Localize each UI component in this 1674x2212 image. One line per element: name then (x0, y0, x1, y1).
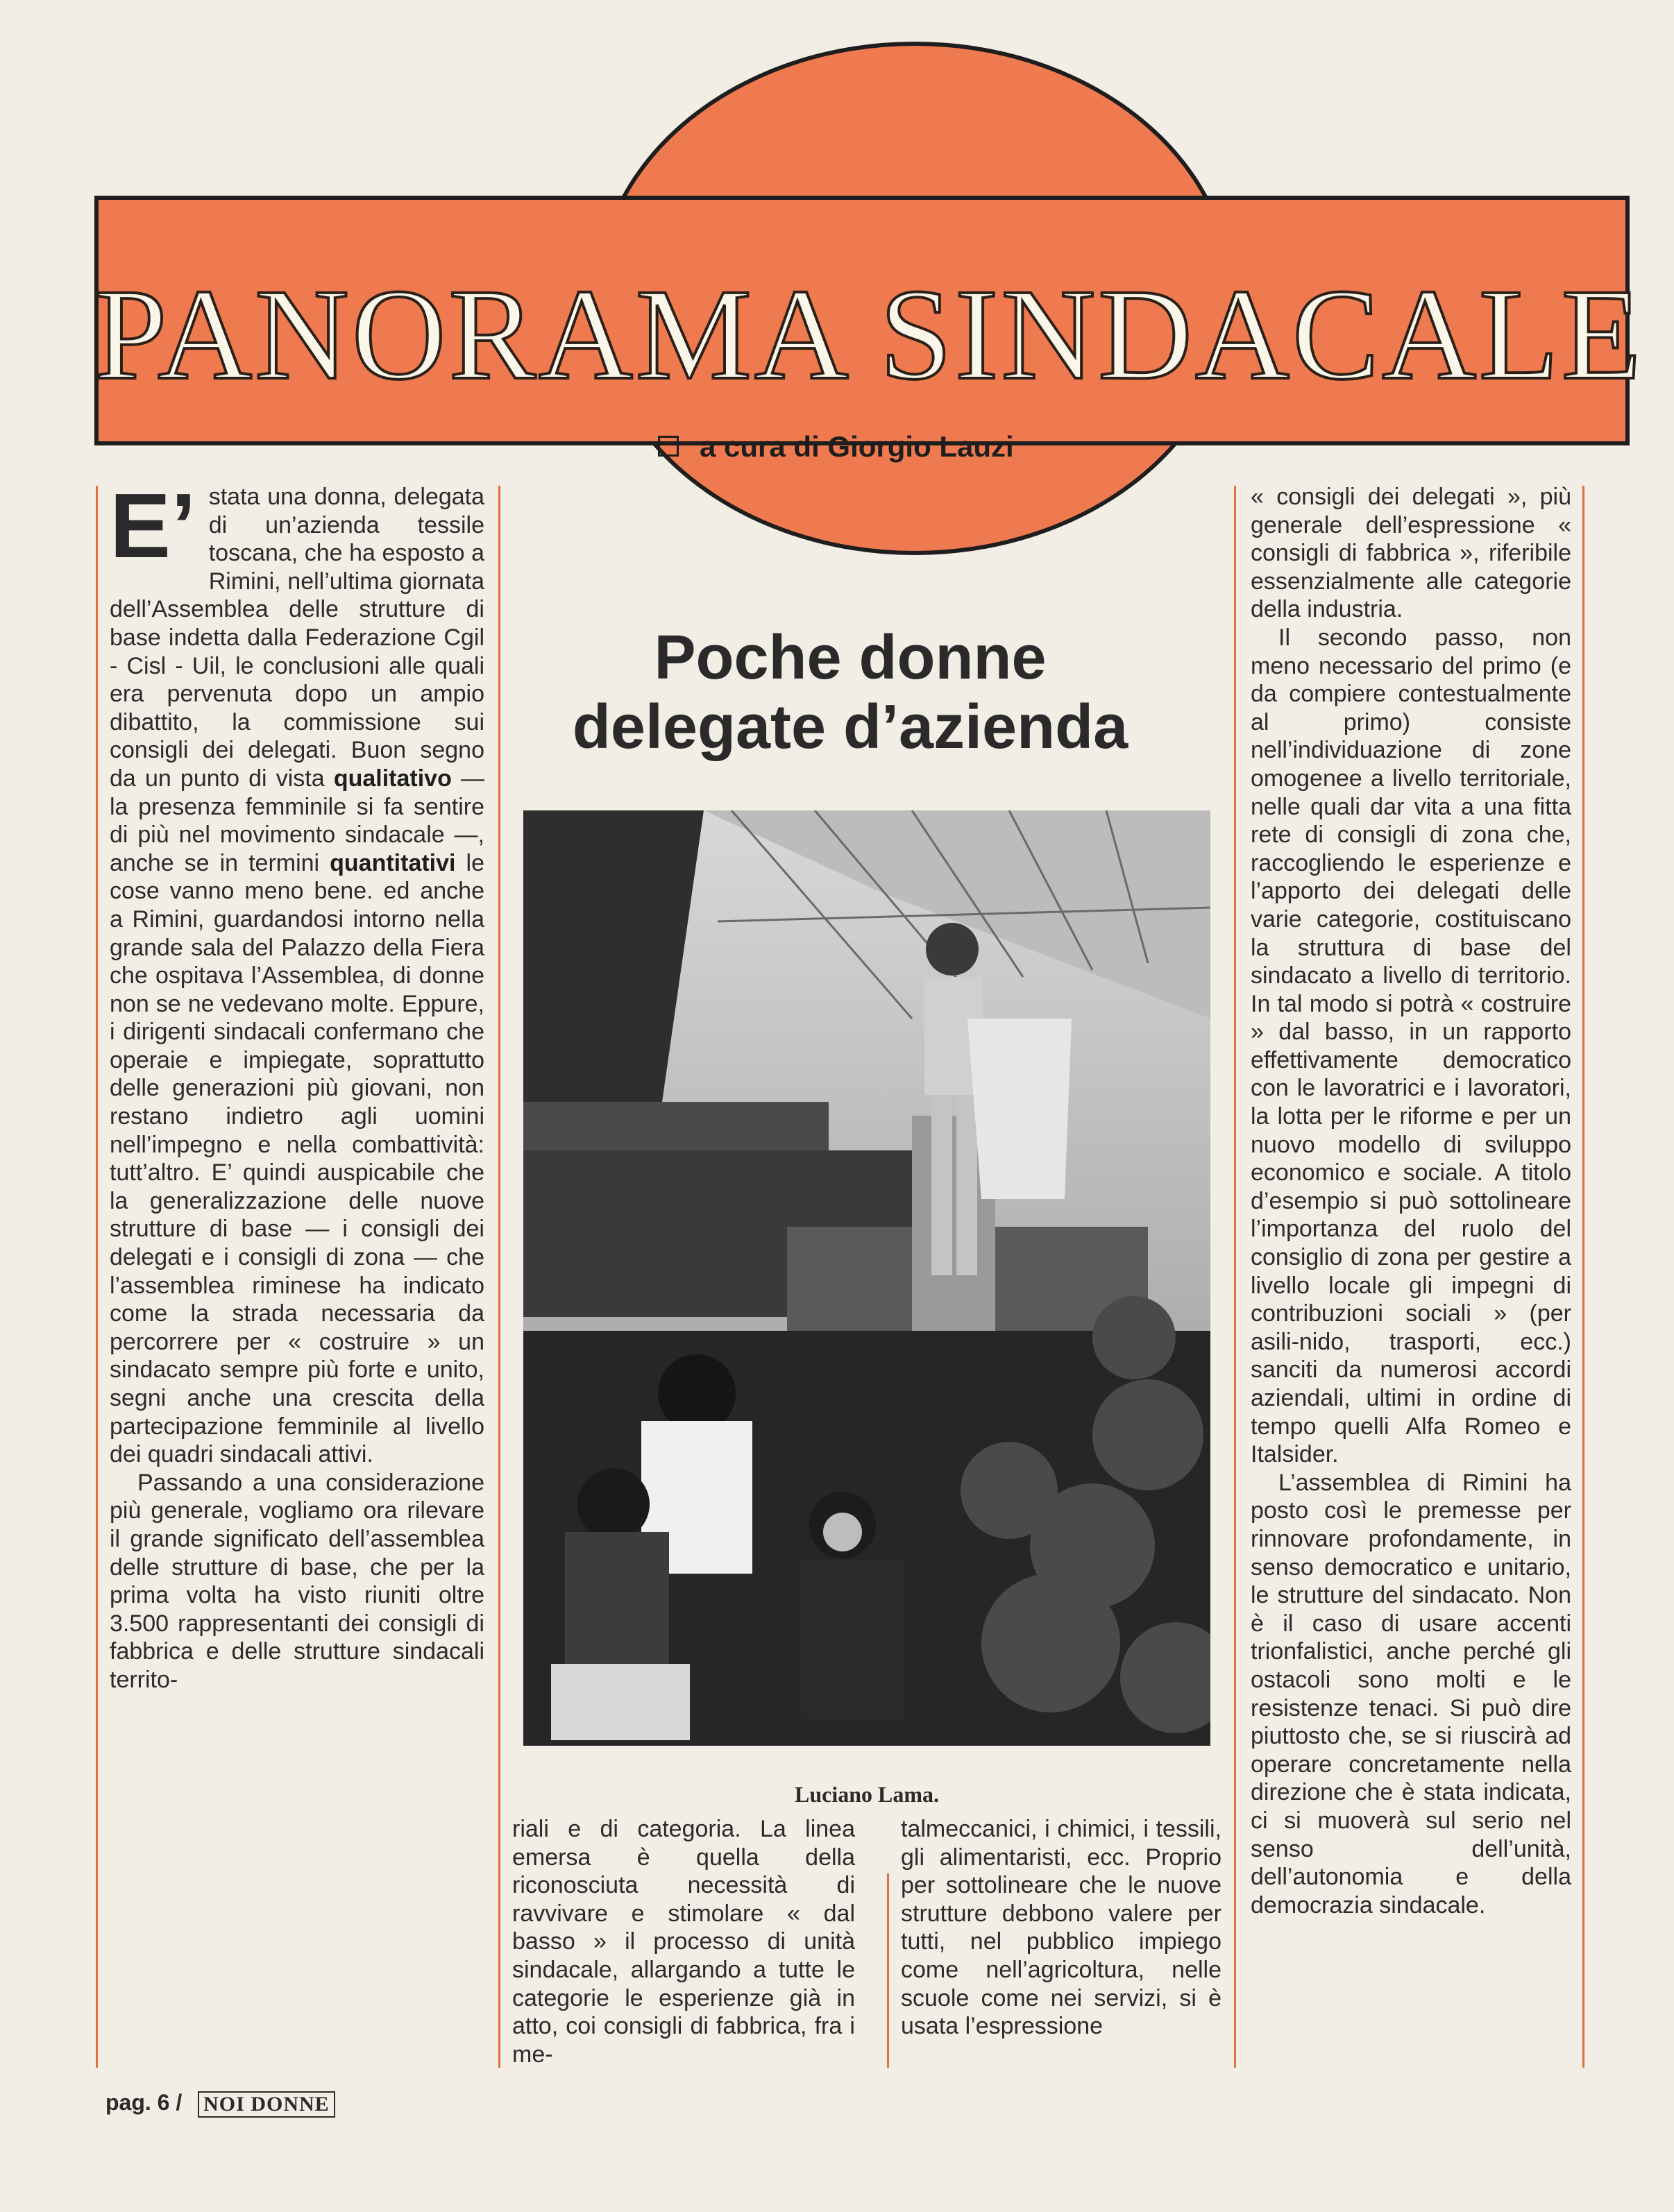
byline-text: a cura di Giorgio Lauzi (700, 430, 1014, 463)
emphasis-quantitativi: quantitativi (330, 849, 456, 876)
headline (527, 623, 1173, 762)
article-paragraph: E’ stata una donna, delegata di un’azienda tessile toscana, che ha esposto a Rimini, nell’ultima giornata dell’Assemblea delle strutture di base indetta dalla Federazione Cgil - Cisl - Uil, le conclusioni alle quali era pervenuta dopo un ampio dibattito, la commissione sui consigli dei delegati. Buon segno da un punto di vista qualitativo — la presenza femminile si fa sentire di più nel movimento sindacale —, anche se in termini quantitativi le cose vanno meno bene. ed anche a Rimini, guardandosi intorno nella grande sala del Palazzo della Fiera che ospitava l’Assemblea, di donne non se ne vedevano molte. Eppure, i dirigenti sindacali confermano che operaie e impiegate, soprattutto delle generazioni più giovani, non restano indietro agli uomini nell’impegno e nella combattività: tutt’altro. E’ quindi auspicabile che la generalizzazione delle nuove strutture di base — i consigli dei delegati e i consigli di zona — che l’assemblea riminese ha indicato come la strada necessaria da percorrere per « costruire » un sindacato sempre più forte e unito, segni anche una crescita della partecipazione femminile al livello dei quadri sindacali attivi. (110, 475, 485, 1468)
photo-illustration (523, 810, 1210, 1746)
article-paragraph: talmeccanici, i chimici, i tessili, gli alimentaristi, ecc. Proprio per sottolineare che le nuove strutture debbono valere per tutti, nel pubblico impiego come nell’agricoltura, nelle scuole come nei servizi, si è usata l’espressione (901, 1816, 1221, 2040)
article-paragraph: L’assemblea di Rimini ha posto così le premesse per rinnovare profondamente, in senso democratico e unitario, le strutture del sindacato. Non è il caso di usare accenti trionfalistici, anche perché gli ostacoli sono molti e le resistenze tenaci. Si può dire piuttosto che, se si riuscirà ad operare concretamente nella direzione che è stata indicata, ci si muoverà sul serio nel senso dell’unità, dell’autonomia e della democrazia sindacale. (1251, 1469, 1571, 1919)
article-column-3 (901, 1815, 1221, 2041)
headline-line-1: Poche donne (654, 623, 1047, 692)
photo-luciano-lama (523, 810, 1210, 1746)
dropcap: E’ (110, 475, 196, 577)
photo-caption: Luciano Lama. (794, 1782, 940, 1807)
column-rule (1582, 486, 1584, 2068)
checkbox-square-icon (658, 436, 679, 457)
column-rule (498, 486, 500, 2068)
magazine-logo: NOI DONNE (198, 2091, 335, 2118)
column-rule (887, 1873, 889, 2068)
headline-line-2: delegate d’azienda (572, 692, 1128, 762)
article-column-4 (1251, 483, 1571, 1919)
column-rule (96, 486, 98, 2068)
column-rule (1234, 486, 1236, 2068)
article-column-2 (512, 1815, 855, 2068)
section-title: PANORAMA SINDACALE (94, 262, 1644, 407)
emphasis-qualitativo: qualitativo (333, 765, 452, 792)
article-paragraph: Passando a una considerazione più generale, vogliamo ora rilevare il grande significato dell’assemblea delle strutture di base, che per la prima volta ha visto riuniti oltre 3.500 rappresentanti dei consigli di fabbrica e delle strutture sindacali territo- (110, 1469, 484, 1693)
article-paragraph: riali e di categoria. La linea emersa è quella della riconosciuta necessità di ravvivare e stimolare « dal basso » il processo di unità sindacale, allargando a tutte le categorie le esperienze già in atto, coi consigli di fabbrica, fra i me- (512, 1816, 855, 2068)
article-column-1 (110, 475, 485, 1694)
article-paragraph: Il secondo passo, non meno necessario del primo (e da compiere contestualmente al primo) consiste nell’individuazione di zone omogenee a livello territoriale, nelle quali dar vita a una fitta rete di consigli di zona che, raccogliendo le esperienze e l’apporto dei delegati delle varie categorie, costituiscano la struttura di base del sindacato a livello di territorio. In tal modo si potrà « costruire » dal basso, in un rapporto effettivamente democratico con le lavoratrici e i lavoratori, la lotta per le riforme e per un nuovo modello di sviluppo economico e sociale. A titolo d’esempio si può sottolineare l’importanza del ruolo del consiglio di zona per gestire a livello locale gli impegni di contribuzioni sociali » (per asili-nido, trasporti, ecc.) sanciti da numerosi accordi aziendali, ultimi in ordine di tempo quelli Alfa Romeo e Italsider. (1251, 624, 1571, 1468)
article-paragraph: « consigli dei delegati », più generale dell’espressione « consigli di fabbrica », riferibile essenzialmente alle categorie della industria. (1251, 484, 1571, 623)
page-number: pag. 6 / (105, 2090, 183, 2115)
page-footer (105, 2090, 335, 2118)
byline (658, 427, 1185, 466)
